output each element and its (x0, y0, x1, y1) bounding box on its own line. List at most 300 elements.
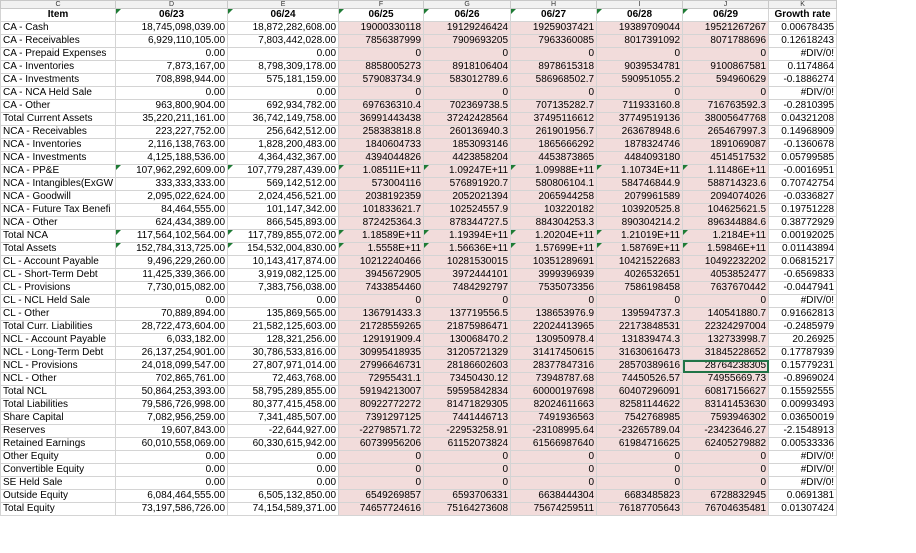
row-label-cell[interactable]: Retained Earnings (1, 438, 116, 451)
value-cell[interactable]: 72955431.1 (339, 373, 424, 386)
value-cell[interactable]: 0 (424, 295, 511, 308)
value-cell[interactable]: 711933160.8 (597, 100, 683, 113)
row-label-cell[interactable]: Total Current Assets (1, 113, 116, 126)
value-cell[interactable]: 129191909.4 (339, 334, 424, 347)
header-cell[interactable]: 06/24 (228, 9, 339, 22)
value-cell[interactable]: 0.00192025 (769, 230, 837, 243)
value-cell[interactable]: 6638444304 (511, 490, 597, 503)
column-header-h[interactable]: H (511, 1, 597, 9)
value-cell[interactable]: 0 (683, 451, 769, 464)
value-cell[interactable]: 0.70742754 (769, 178, 837, 191)
value-cell[interactable]: 7542768985 (597, 412, 683, 425)
value-cell[interactable]: 73450430.12 (424, 373, 511, 386)
value-cell[interactable]: 265467997.3 (683, 126, 769, 139)
value-cell[interactable]: 2,095,022,624.00 (116, 191, 228, 204)
value-cell[interactable]: 101,147,342.00 (228, 204, 339, 217)
value-cell[interactable]: 6593706331 (424, 490, 511, 503)
value-cell[interactable]: 0.00 (116, 48, 228, 61)
value-cell[interactable]: 36,742,149,758.00 (228, 113, 339, 126)
value-cell[interactable]: 4484093180 (597, 152, 683, 165)
value-cell[interactable]: 4453873865 (511, 152, 597, 165)
value-cell[interactable]: 0 (511, 87, 597, 100)
header-cell[interactable]: 06/29 (683, 9, 769, 22)
header-cell[interactable]: Item (1, 9, 116, 22)
value-cell[interactable]: 0 (597, 87, 683, 100)
value-cell[interactable]: 8858005273 (339, 61, 424, 74)
value-cell[interactable]: 74955669.73 (683, 373, 769, 386)
value-cell[interactable]: 10281530015 (424, 256, 511, 269)
value-cell[interactable]: 137719556.5 (424, 308, 511, 321)
value-cell[interactable]: 0 (597, 451, 683, 464)
value-cell[interactable]: #DIV/0! (769, 464, 837, 477)
value-cell[interactable]: #DIV/0! (769, 451, 837, 464)
value-cell[interactable]: 0.17787939 (769, 347, 837, 360)
value-cell[interactable]: 61152073824 (424, 438, 511, 451)
value-cell[interactable]: 1.56636E+11 (424, 243, 511, 256)
value-cell[interactable]: 7909693205 (424, 35, 511, 48)
value-cell[interactable]: 139594737.3 (597, 308, 683, 321)
row-label-cell[interactable]: CA - Inventories (1, 61, 116, 74)
value-cell[interactable]: 72,463,768.00 (228, 373, 339, 386)
value-cell[interactable]: 0 (683, 477, 769, 490)
value-cell[interactable]: #DIV/0! (769, 295, 837, 308)
value-cell[interactable]: 7,803,442,028.00 (228, 35, 339, 48)
value-cell[interactable]: -2.1548913 (769, 425, 837, 438)
value-cell[interactable]: 7,873,167,00 (116, 61, 228, 74)
value-cell[interactable]: 4514517532 (683, 152, 769, 165)
value-cell[interactable]: 7491936563 (511, 412, 597, 425)
value-cell[interactable]: 9100867581 (683, 61, 769, 74)
value-cell[interactable]: 31417450615 (511, 347, 597, 360)
row-label-cell[interactable]: SE Held Sale (1, 477, 116, 490)
value-cell[interactable]: 61984716625 (597, 438, 683, 451)
row-label-cell[interactable]: Total Liabilities (1, 399, 116, 412)
value-cell[interactable]: 260136940.3 (424, 126, 511, 139)
row-label-cell[interactable]: Total Assets (1, 243, 116, 256)
value-cell[interactable]: 1840604733 (339, 139, 424, 152)
value-cell[interactable]: 1891069087 (683, 139, 769, 152)
value-cell[interactable]: 594960629 (683, 74, 769, 87)
value-cell[interactable]: 59595842834 (424, 386, 511, 399)
value-cell[interactable]: 103920525.8 (597, 204, 683, 217)
value-cell[interactable]: 0.19751228 (769, 204, 837, 217)
value-cell[interactable]: 60739956206 (339, 438, 424, 451)
value-cell[interactable]: 1.59846E+11 (683, 243, 769, 256)
value-cell[interactable]: 0 (511, 464, 597, 477)
row-label-cell[interactable]: CL - Short-Term Debt (1, 269, 116, 282)
value-cell[interactable]: -23265789.04 (597, 425, 683, 438)
value-cell[interactable]: 21728559265 (339, 321, 424, 334)
value-cell[interactable]: -0.1886274 (769, 74, 837, 87)
value-cell[interactable]: 58,795,289,855.00 (228, 386, 339, 399)
value-cell[interactable]: 3999396939 (511, 269, 597, 282)
row-label-cell[interactable]: CL - Provisions (1, 282, 116, 295)
value-cell[interactable]: 4,125,188,536.00 (116, 152, 228, 165)
value-cell[interactable]: 4,364,432,367.00 (228, 152, 339, 165)
value-cell[interactable]: 0 (424, 87, 511, 100)
value-cell[interactable]: 6683485823 (597, 490, 683, 503)
value-cell[interactable]: 19389709044 (597, 22, 683, 35)
value-cell[interactable]: 101833621.7 (339, 204, 424, 217)
value-cell[interactable]: 0 (424, 477, 511, 490)
value-cell[interactable]: 0 (511, 295, 597, 308)
row-label-cell[interactable]: NCL - Account Payable (1, 334, 116, 347)
value-cell[interactable]: 83141453630 (683, 399, 769, 412)
value-cell[interactable]: 28,722,473,604.00 (116, 321, 228, 334)
value-cell[interactable]: 104625621.5 (683, 204, 769, 217)
value-cell[interactable]: 1853093146 (424, 139, 511, 152)
value-cell[interactable]: 0.01143894 (769, 243, 837, 256)
row-label-cell[interactable]: CA - Receivables (1, 35, 116, 48)
value-cell[interactable]: 7,341,485,507.00 (228, 412, 339, 425)
value-cell[interactable]: 130950978.4 (511, 334, 597, 347)
value-cell[interactable]: 0 (597, 295, 683, 308)
value-cell[interactable]: 0.00993493 (769, 399, 837, 412)
column-header-i[interactable]: I (597, 1, 683, 9)
value-cell[interactable]: 878344727.5 (424, 217, 511, 230)
value-cell[interactable]: 0 (683, 87, 769, 100)
row-label-cell[interactable]: Other Equity (1, 451, 116, 464)
value-cell[interactable]: 1.57699E+11 (511, 243, 597, 256)
value-cell[interactable]: 884304253.3 (511, 217, 597, 230)
value-cell[interactable]: 30,786,533,816.00 (228, 347, 339, 360)
value-cell[interactable]: 0.00 (228, 87, 339, 100)
value-cell[interactable]: 0.00 (228, 477, 339, 490)
value-cell[interactable]: 21,582,125,603.00 (228, 321, 339, 334)
header-cell[interactable]: Growth rate (769, 9, 837, 22)
header-cell[interactable]: 06/26 (424, 9, 511, 22)
column-header-e[interactable]: E (228, 1, 339, 9)
value-cell[interactable]: 28186602603 (424, 360, 511, 373)
value-cell[interactable]: 0.00678435 (769, 22, 837, 35)
value-cell[interactable]: 36991443438 (339, 113, 424, 126)
value-cell[interactable]: 60,010,558,069.00 (116, 438, 228, 451)
value-cell[interactable]: #DIV/0! (769, 87, 837, 100)
value-cell[interactable]: 19259037421 (511, 22, 597, 35)
value-cell[interactable]: -0.2485979 (769, 321, 837, 334)
value-cell[interactable]: 18,745,098,039.00 (116, 22, 228, 35)
value-cell[interactable]: 60000197698 (511, 386, 597, 399)
value-cell[interactable]: 76704635481 (683, 503, 769, 516)
value-cell[interactable]: 11,425,339,366.00 (116, 269, 228, 282)
value-cell[interactable]: -23423646.27 (683, 425, 769, 438)
value-cell[interactable]: 0.00 (228, 451, 339, 464)
value-cell[interactable]: 0 (511, 48, 597, 61)
value-cell[interactable]: 890304214.2 (597, 217, 683, 230)
value-cell[interactable]: 21875986471 (424, 321, 511, 334)
row-label-cell[interactable]: NCL - Long-Term Debt (1, 347, 116, 360)
value-cell[interactable]: 31630616473 (597, 347, 683, 360)
row-label-cell[interactable]: Total Equity (1, 503, 116, 516)
value-cell[interactable]: 80,377,415,458.00 (228, 399, 339, 412)
value-cell[interactable]: 0.00 (116, 87, 228, 100)
value-cell[interactable]: -0.0447941 (769, 282, 837, 295)
value-cell[interactable]: 576891920.7 (424, 178, 511, 191)
value-cell[interactable]: 6728832945 (683, 490, 769, 503)
value-cell[interactable]: 7637670442 (683, 282, 769, 295)
value-cell[interactable]: 60407296091 (597, 386, 683, 399)
value-cell[interactable]: 1.09988E+11 (511, 165, 597, 178)
value-cell[interactable]: 0 (339, 87, 424, 100)
value-cell[interactable]: 2,024,456,521.00 (228, 191, 339, 204)
value-cell[interactable]: -0.0016951 (769, 165, 837, 178)
value-cell[interactable]: 131839474.3 (597, 334, 683, 347)
value-cell[interactable]: 74450526.57 (597, 373, 683, 386)
value-cell[interactable]: -22953258.91 (424, 425, 511, 438)
row-label-cell[interactable]: NCA - Other (1, 217, 116, 230)
value-cell[interactable]: 872425364.3 (339, 217, 424, 230)
value-cell[interactable]: -0.1360678 (769, 139, 837, 152)
value-cell[interactable]: 7433854460 (339, 282, 424, 295)
value-cell[interactable]: 0.12618243 (769, 35, 837, 48)
value-cell[interactable]: 4026532651 (597, 269, 683, 282)
value-cell[interactable]: 0 (339, 477, 424, 490)
row-label-cell[interactable]: Share Capital (1, 412, 116, 425)
value-cell[interactable]: 590951055.2 (597, 74, 683, 87)
value-cell[interactable]: 9039534781 (597, 61, 683, 74)
value-cell[interactable]: 0.91662813 (769, 308, 837, 321)
header-cell[interactable]: 06/23 (116, 9, 228, 22)
value-cell[interactable]: 19,607,843.00 (116, 425, 228, 438)
value-cell[interactable]: 1.5558E+11 (339, 243, 424, 256)
value-cell[interactable]: 107,962,292,609.00 (116, 165, 228, 178)
value-cell[interactable]: 0.00 (116, 451, 228, 464)
value-cell[interactable]: 26,137,254,901.00 (116, 347, 228, 360)
value-cell[interactable]: 0 (683, 295, 769, 308)
value-cell[interactable]: 7484292797 (424, 282, 511, 295)
value-cell[interactable]: 2079961589 (597, 191, 683, 204)
value-cell[interactable]: 4423858204 (424, 152, 511, 165)
value-cell[interactable]: -0.0336827 (769, 191, 837, 204)
value-cell[interactable]: 152,784,313,725.00 (116, 243, 228, 256)
value-cell[interactable]: 38005647768 (683, 113, 769, 126)
row-label-cell[interactable]: Total NCA (1, 230, 116, 243)
value-cell[interactable]: 3,919,082,125.00 (228, 269, 339, 282)
value-cell[interactable]: 0.14968909 (769, 126, 837, 139)
value-cell[interactable]: 963,800,904.00 (116, 100, 228, 113)
value-cell[interactable]: 0.00 (116, 295, 228, 308)
value-cell[interactable]: 154,532,004,830.00 (228, 243, 339, 256)
value-cell[interactable]: 0.00 (116, 477, 228, 490)
value-cell[interactable]: 75674259511 (511, 503, 597, 516)
value-cell[interactable]: 0 (339, 295, 424, 308)
value-cell[interactable]: 4053852477 (683, 269, 769, 282)
value-cell[interactable]: 28377847316 (511, 360, 597, 373)
value-cell[interactable]: 8017391092 (597, 35, 683, 48)
header-cell[interactable]: 06/28 (597, 9, 683, 22)
value-cell[interactable]: 128,321,256.00 (228, 334, 339, 347)
value-cell[interactable]: 573004116 (339, 178, 424, 191)
value-cell[interactable]: 0 (597, 464, 683, 477)
value-cell[interactable]: 586968502.7 (511, 74, 597, 87)
value-cell[interactable]: 10351289691 (511, 256, 597, 269)
value-cell[interactable]: 19000330118 (339, 22, 424, 35)
value-cell[interactable]: 62405279882 (683, 438, 769, 451)
row-label-cell[interactable]: Reserves (1, 425, 116, 438)
value-cell[interactable]: 896344884.6 (683, 217, 769, 230)
value-cell[interactable]: 0 (683, 464, 769, 477)
value-cell[interactable]: 102524557.9 (424, 204, 511, 217)
value-cell[interactable]: 0 (424, 464, 511, 477)
value-cell[interactable]: 31845228652 (683, 347, 769, 360)
value-cell[interactable]: 18,872,282,608.00 (228, 22, 339, 35)
value-cell[interactable]: 3945672905 (339, 269, 424, 282)
value-cell[interactable]: 1.10734E+11 (597, 165, 683, 178)
value-cell[interactable]: 0.03650019 (769, 412, 837, 425)
value-cell[interactable]: -0.6569833 (769, 269, 837, 282)
value-cell[interactable]: 74657724616 (339, 503, 424, 516)
column-header-k[interactable]: K (769, 1, 837, 9)
value-cell[interactable]: 84,464,555.00 (116, 204, 228, 217)
column-header-g[interactable]: G (424, 1, 511, 9)
column-header-d[interactable]: D (116, 1, 228, 9)
header-cell[interactable]: 06/27 (511, 9, 597, 22)
value-cell[interactable]: 22024413965 (511, 321, 597, 334)
value-cell[interactable]: 60817156627 (683, 386, 769, 399)
value-cell[interactable]: 132733998.7 (683, 334, 769, 347)
value-cell[interactable]: 2,116,138,763.00 (116, 139, 228, 152)
value-cell[interactable]: 0.15592555 (769, 386, 837, 399)
value-cell[interactable]: 0.06815217 (769, 256, 837, 269)
value-cell[interactable]: 588714323.6 (683, 178, 769, 191)
value-cell[interactable]: 7593946302 (683, 412, 769, 425)
value-cell[interactable]: -0.8969024 (769, 373, 837, 386)
value-cell[interactable]: 31205721329 (424, 347, 511, 360)
value-cell[interactable]: 8918106404 (424, 61, 511, 74)
value-cell[interactable]: 0 (424, 451, 511, 464)
value-cell[interactable]: 20.26925 (769, 334, 837, 347)
value-cell[interactable]: 8,798,309,178.00 (228, 61, 339, 74)
column-header-c[interactable]: C (1, 1, 116, 9)
value-cell[interactable]: 6,929,110,105.00 (116, 35, 228, 48)
row-label-cell[interactable]: NCA - PP&E (1, 165, 116, 178)
row-label-cell[interactable]: CA - Investments (1, 74, 116, 87)
value-cell[interactable]: 19521267267 (683, 22, 769, 35)
value-cell[interactable]: 0 (683, 48, 769, 61)
row-label-cell[interactable]: NCA - Receivables (1, 126, 116, 139)
value-cell[interactable]: 117,789,855,072.00 (228, 230, 339, 243)
value-cell[interactable]: 81471829305 (424, 399, 511, 412)
value-cell[interactable]: 692,934,782.00 (228, 100, 339, 113)
value-cell[interactable]: 10,143,417,874.00 (228, 256, 339, 269)
value-cell[interactable]: 7586198458 (597, 282, 683, 295)
value-cell[interactable]: 107,779,287,439.00 (228, 165, 339, 178)
value-cell[interactable]: 6,505,132,850.00 (228, 490, 339, 503)
value-cell[interactable]: 35,220,211,161.00 (116, 113, 228, 126)
value-cell[interactable]: 136791433.3 (339, 308, 424, 321)
value-cell[interactable]: 0 (597, 48, 683, 61)
value-cell[interactable]: 80922772272 (339, 399, 424, 412)
value-cell[interactable]: 1878324746 (597, 139, 683, 152)
value-cell[interactable]: 76187705643 (597, 503, 683, 516)
value-cell[interactable]: 10492232202 (683, 256, 769, 269)
row-label-cell[interactable]: Total Curr. Liabilities (1, 321, 116, 334)
value-cell[interactable]: #DIV/0! (769, 477, 837, 490)
value-cell[interactable]: 1.11486E+11 (683, 165, 769, 178)
value-cell[interactable]: 22173848531 (597, 321, 683, 334)
value-cell[interactable]: 82581144622 (597, 399, 683, 412)
value-cell[interactable]: 140541880.7 (683, 308, 769, 321)
value-cell[interactable]: 1.18589E+11 (339, 230, 424, 243)
row-label-cell[interactable]: NCA - Goodwill (1, 191, 116, 204)
value-cell[interactable]: 0.1174864 (769, 61, 837, 74)
value-cell[interactable]: 1865666292 (511, 139, 597, 152)
value-cell[interactable]: 138653976.9 (511, 308, 597, 321)
value-cell[interactable]: 223,227,752.00 (116, 126, 228, 139)
value-cell[interactable]: 117,564,102,564.00 (116, 230, 228, 243)
row-label-cell[interactable]: CL - Other (1, 308, 116, 321)
value-cell[interactable]: 0 (511, 477, 597, 490)
value-cell[interactable]: 8978615318 (511, 61, 597, 74)
value-cell[interactable]: 60,330,615,942.00 (228, 438, 339, 451)
row-label-cell[interactable]: CL - Account Payable (1, 256, 116, 269)
selected-cell[interactable]: 28764238305 (683, 360, 769, 373)
value-cell[interactable]: 8071788696 (683, 35, 769, 48)
value-cell[interactable]: 0.15779231 (769, 360, 837, 373)
value-cell[interactable]: 10421522683 (597, 256, 683, 269)
row-label-cell[interactable]: NCL - Provisions (1, 360, 116, 373)
row-label-cell[interactable]: CA - Cash (1, 22, 116, 35)
value-cell[interactable]: 4394044826 (339, 152, 424, 165)
value-cell[interactable]: 716763592.3 (683, 100, 769, 113)
value-cell[interactable]: 0 (339, 464, 424, 477)
value-cell[interactable]: 0 (424, 48, 511, 61)
column-header-f[interactable]: F (339, 1, 424, 9)
value-cell[interactable]: 624,434,389.00 (116, 217, 228, 230)
value-cell[interactable]: 82024611663 (511, 399, 597, 412)
value-cell[interactable]: 584746844.9 (597, 178, 683, 191)
value-cell[interactable]: 261901956.7 (511, 126, 597, 139)
value-cell[interactable]: 6,084,464,555.00 (116, 490, 228, 503)
value-cell[interactable]: 256,642,512.00 (228, 126, 339, 139)
row-label-cell[interactable]: NCA - Inventories (1, 139, 116, 152)
value-cell[interactable]: 7963360085 (511, 35, 597, 48)
value-cell[interactable]: 258383818.8 (339, 126, 424, 139)
header-cell[interactable]: 06/25 (339, 9, 424, 22)
row-label-cell[interactable]: CA - Prepaid Expenses (1, 48, 116, 61)
value-cell[interactable]: 1.2184E+11 (683, 230, 769, 243)
value-cell[interactable]: 6,033,182.00 (116, 334, 228, 347)
value-cell[interactable]: 702,865,761.00 (116, 373, 228, 386)
value-cell[interactable]: 575,181,159.00 (228, 74, 339, 87)
value-cell[interactable]: 9,496,229,260.00 (116, 256, 228, 269)
value-cell[interactable]: 70,889,894.00 (116, 308, 228, 321)
value-cell[interactable]: 7,730,015,082.00 (116, 282, 228, 295)
value-cell[interactable]: 7441446713 (424, 412, 511, 425)
value-cell[interactable]: 0 (339, 451, 424, 464)
value-cell[interactable]: 0.05799585 (769, 152, 837, 165)
value-cell[interactable]: 0.00533336 (769, 438, 837, 451)
value-cell[interactable]: 0.00 (228, 464, 339, 477)
row-label-cell[interactable]: Outside Equity (1, 490, 116, 503)
value-cell[interactable]: 24,018,099,547.00 (116, 360, 228, 373)
row-label-cell[interactable]: CL - NCL Held Sale (1, 295, 116, 308)
value-cell[interactable]: 263678948.6 (597, 126, 683, 139)
value-cell[interactable]: 1.58769E+11 (597, 243, 683, 256)
value-cell[interactable]: 2065944258 (511, 191, 597, 204)
value-cell[interactable]: 579083734.9 (339, 74, 424, 87)
value-cell[interactable]: 1.09247E+11 (424, 165, 511, 178)
value-cell[interactable]: 580806104.1 (511, 178, 597, 191)
value-cell[interactable]: 28570389616 (597, 360, 683, 373)
row-label-cell[interactable]: NCA - Future Tax Benefi (1, 204, 116, 217)
value-cell[interactable]: #DIV/0! (769, 48, 837, 61)
value-cell[interactable]: 1.19394E+11 (424, 230, 511, 243)
value-cell[interactable]: 6549269857 (339, 490, 424, 503)
value-cell[interactable]: 79,586,726,998.00 (116, 399, 228, 412)
value-cell[interactable]: 707135282.7 (511, 100, 597, 113)
value-cell[interactable]: 569,142,512.00 (228, 178, 339, 191)
